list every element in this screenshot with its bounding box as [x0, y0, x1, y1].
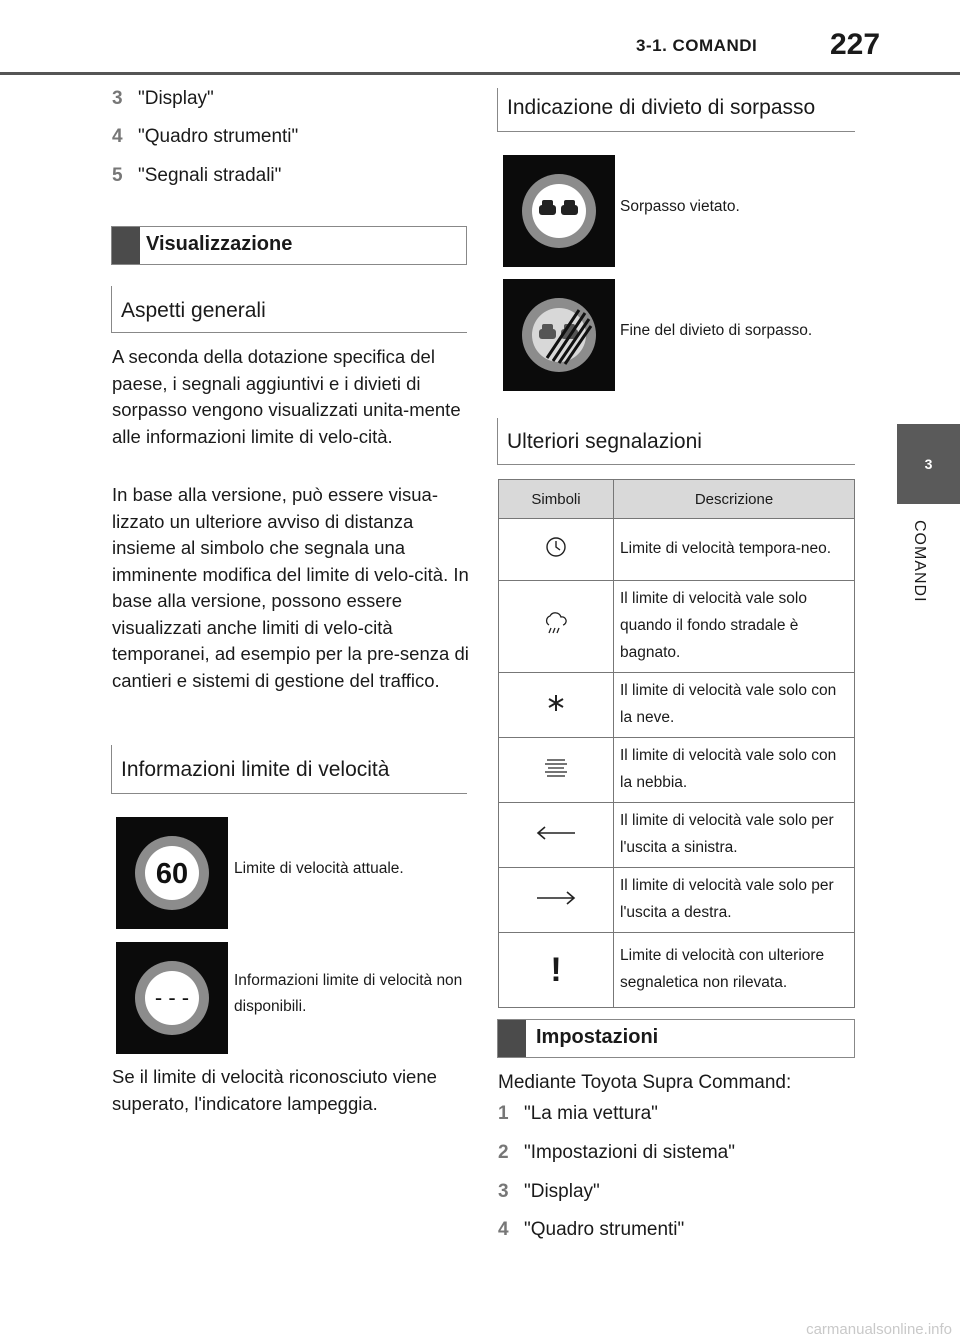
step-text: "Segnali stradali"	[138, 165, 282, 186]
sign-caption: Informazioni limite di velocità non disponibili.	[234, 972, 463, 1015]
clock-icon	[545, 536, 567, 558]
fog-icon	[543, 757, 569, 779]
table-cell-symbol	[499, 519, 614, 581]
step-text: "La mia vettura"	[524, 1103, 658, 1124]
paragraph: A seconda della dotazione specifica del paese, i segnali aggiuntivi e i divieti di sorpasso vengono visualizzati unita-mente alle informazioni limite di velo-cità.	[112, 346, 461, 447]
subheading-text: Aspetti generali	[121, 299, 266, 322]
step-item	[112, 88, 214, 110]
speed-limit-unavailable-sign	[116, 942, 228, 1054]
table-row	[499, 673, 855, 738]
step-item	[112, 126, 298, 148]
step-number: 3	[112, 88, 123, 109]
table-header: Simboli	[499, 480, 614, 519]
table-cell-description: Il limite di velocità vale solo con la nebbia.	[614, 738, 855, 803]
subheading-aspetti-generali	[111, 286, 467, 333]
section-heading-text: Impostazioni	[536, 1026, 659, 1048]
table-cell-description: Il limite di velocità vale solo per l'uscita a destra.	[614, 868, 855, 933]
section-heading-visualizzazione	[111, 226, 467, 265]
table-row	[499, 933, 855, 1008]
table-header-row	[499, 480, 855, 519]
subheading-informazioni-limite	[111, 745, 467, 794]
step-number: 4	[112, 126, 123, 147]
step-text: "Impostazioni di sistema"	[524, 1142, 735, 1163]
subheading-text: Indicazione di divieto di sorpasso	[507, 96, 816, 119]
no-overtaking-sign	[503, 155, 615, 267]
table-cell-description: Il limite di velocità vale solo quando il fondo stradale è bagnato.	[614, 581, 855, 673]
speed-limit-60-sign	[116, 817, 228, 929]
step-item	[498, 1103, 658, 1125]
table-cell-description: Il limite di velocità vale solo per l'uscita a sinistra.	[614, 803, 855, 868]
step-item	[112, 165, 281, 187]
exclamation-icon: !	[550, 950, 562, 989]
speed-limit-unavailable-value: - - -	[154, 985, 190, 1010]
subheading-divieto-sorpasso	[497, 88, 855, 132]
intro-text: Mediante Toyota Supra Command:	[498, 1072, 792, 1093]
subheading-ulteriori-segnalazioni	[497, 418, 855, 465]
subheading-text: Informazioni limite di velocità	[121, 758, 390, 781]
table-cell-symbol	[499, 581, 614, 673]
header-divider	[0, 72, 960, 75]
symbols-table	[498, 479, 855, 1008]
subheading-text: Ulteriori segnalazioni	[507, 430, 702, 453]
table-cell-symbol	[499, 933, 614, 1008]
step-item	[498, 1181, 600, 1203]
step-number: 3	[498, 1181, 509, 1202]
table-row	[499, 581, 855, 673]
step-text: "Quadro strumenti"	[138, 126, 299, 147]
table-cell-symbol	[499, 673, 614, 738]
step-text: "Display"	[138, 88, 214, 109]
section-heading-bar	[112, 227, 140, 264]
page-number: 227	[830, 28, 881, 61]
speed-limit-value: 60	[155, 858, 189, 890]
step-text: "Quadro strumenti"	[524, 1219, 685, 1240]
table-cell-description: Il limite di velocità vale solo con la neve.	[614, 673, 855, 738]
step-number: 4	[498, 1219, 509, 1240]
step-item	[498, 1142, 735, 1164]
step-number: 2	[498, 1142, 509, 1163]
table-row	[499, 868, 855, 933]
rain-cloud-icon	[543, 612, 569, 636]
step-number: 1	[498, 1103, 509, 1124]
chapter-tab-label-text: COMANDI	[911, 520, 928, 603]
arrow-right-icon	[536, 890, 576, 906]
snowflake-icon	[545, 692, 567, 714]
paragraph: Se il limite di velocità riconosciuto viene superato, l'indicatore lampeggia.	[112, 1066, 437, 1114]
table-header: Descrizione	[614, 480, 855, 519]
table-cell-symbol	[499, 738, 614, 803]
section-heading-text: Visualizzazione	[146, 233, 293, 255]
table-cell-description: Limite di velocità con ulteriore segnaletica non rilevata.	[614, 933, 855, 1008]
step-text: "Display"	[524, 1181, 600, 1202]
end-no-overtaking-sign	[503, 279, 615, 391]
sign-caption: Fine del divieto di sorpasso.	[620, 322, 813, 339]
table-row	[499, 738, 855, 803]
chapter-tab-number: 3	[897, 424, 960, 504]
arrow-left-icon	[536, 825, 576, 841]
sign-caption: Limite di velocità attuale.	[234, 860, 404, 877]
chapter-tab-label	[898, 520, 938, 630]
watermark: carmanualsonline.info	[806, 1321, 952, 1338]
section-header: 3-1. COMANDI	[636, 36, 758, 55]
section-heading-impostazioni	[497, 1019, 855, 1058]
paragraph: In base alla versione, può essere visua-lizzato un ulteriore avviso di distanza insieme al simbolo che segnala una imminente modifica del limite di velo-cità. In base alla versione, possono essere visualizzati anche limiti di velo-cità temporanei, ad esempio per la pre-senza di cantieri e sistemi di gestione del traffico.	[112, 484, 469, 691]
table-cell-symbol	[499, 803, 614, 868]
table-cell-description: Limite di velocità tempora-neo.	[614, 519, 855, 581]
section-heading-bar	[498, 1020, 526, 1057]
step-item	[498, 1219, 684, 1241]
sign-caption: Sorpasso vietato.	[620, 198, 740, 215]
table-cell-symbol	[499, 868, 614, 933]
table-row	[499, 803, 855, 868]
step-number: 5	[112, 165, 123, 186]
table-row	[499, 519, 855, 581]
